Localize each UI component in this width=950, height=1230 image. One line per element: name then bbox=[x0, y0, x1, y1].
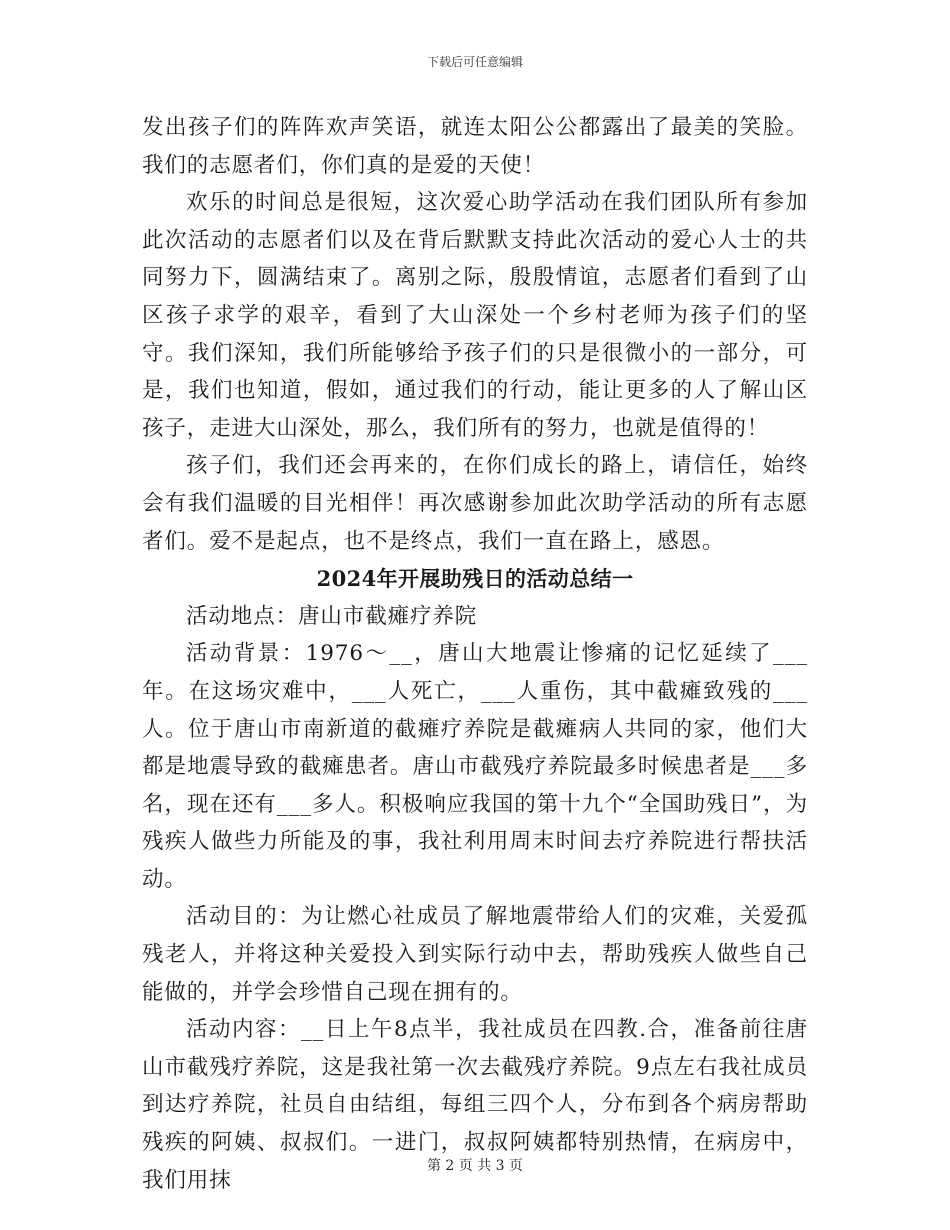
activity-purpose: 活动目的：为让燃心社成员了解地震带给人们的灾难，关爱孤残老人，并将这种关爱投入到实际行动中去，帮助残疾人做些自己能做的，并学会珍惜自己现在拥有的。 bbox=[142, 904, 808, 1005]
activity-background: 活动背景：1976～__，唐山大地震让惨痛的记忆延续了___年。在这场灾难中，___人死亡，___人重伤，其中截瘫致残的___人。位于唐山市南新道的截瘫疗养院是截瘫病人共同的家，他们大都是地震导致的截瘫患者。唐山市截残疗养院最多时候患者是___多名，现在还有___多人。积极响应我国的第十九个“全国助残日”，为残疾人做些力所能及的事，我社利用周末时间去疗养院进行帮扶活动。 bbox=[142, 641, 808, 892]
activity-content: 活动内容：__日上午8点半，我社成员在四教.合，准备前往唐山市截残疗养院，这是我社第一次去截残疗养院。9点左右我社成员到达疗养院，社员自由结组，每组三四个人，分布到各个病房帮助残疾的阿姨、叔叔们。一进门，叔叔阿姨都特别热情，在病房中，我们用抹 bbox=[142, 1017, 808, 1193]
paragraph-2: 欢乐的时间总是很短，这次爱心助学活动在我们团队所有参加此次活动的志愿者们以及在背后默默支持此次活动的爱心人士的共同努力下，圆满结束了。离别之际，殷殷情谊，志愿者们看到了山区孩子求学的艰辛，看到了大山深处一个乡村老师为孩子们的坚守。我们深知，我们所能够给予孩子们的只是很微小的一部分，可是，我们也知道，假如，通过我们的行动，能让更多的人了解山区孩子，走进大山深处，那么，我们所有的努力，也就是值得的！ bbox=[142, 190, 808, 441]
section-title: 2024年开展助残日的活动总结一 bbox=[316, 566, 634, 592]
activity-location: 活动地点：唐山市截瘫疗养院 bbox=[186, 603, 478, 629]
document-body bbox=[142, 109, 808, 1199]
paragraph-3: 孩子们，我们还会再来的，在你们成长的路上，请信任，始终会有我们温暖的目光相伴！再次感谢参加此次助学活动的所有志愿者们。爱不是起点，也不是终点，我们一直在路上，感恩。 bbox=[142, 453, 808, 554]
page-header: 下载后可任意编辑 bbox=[426, 55, 523, 69]
page-footer: 第 2 页 共 3 页 bbox=[426, 1158, 524, 1174]
paragraph-1: 发出孩子们的阵阵欢声笑语，就连太阳公公都露出了最美的笑脸。我们的志愿者们，你们真的是爱的天使！ bbox=[142, 115, 808, 178]
